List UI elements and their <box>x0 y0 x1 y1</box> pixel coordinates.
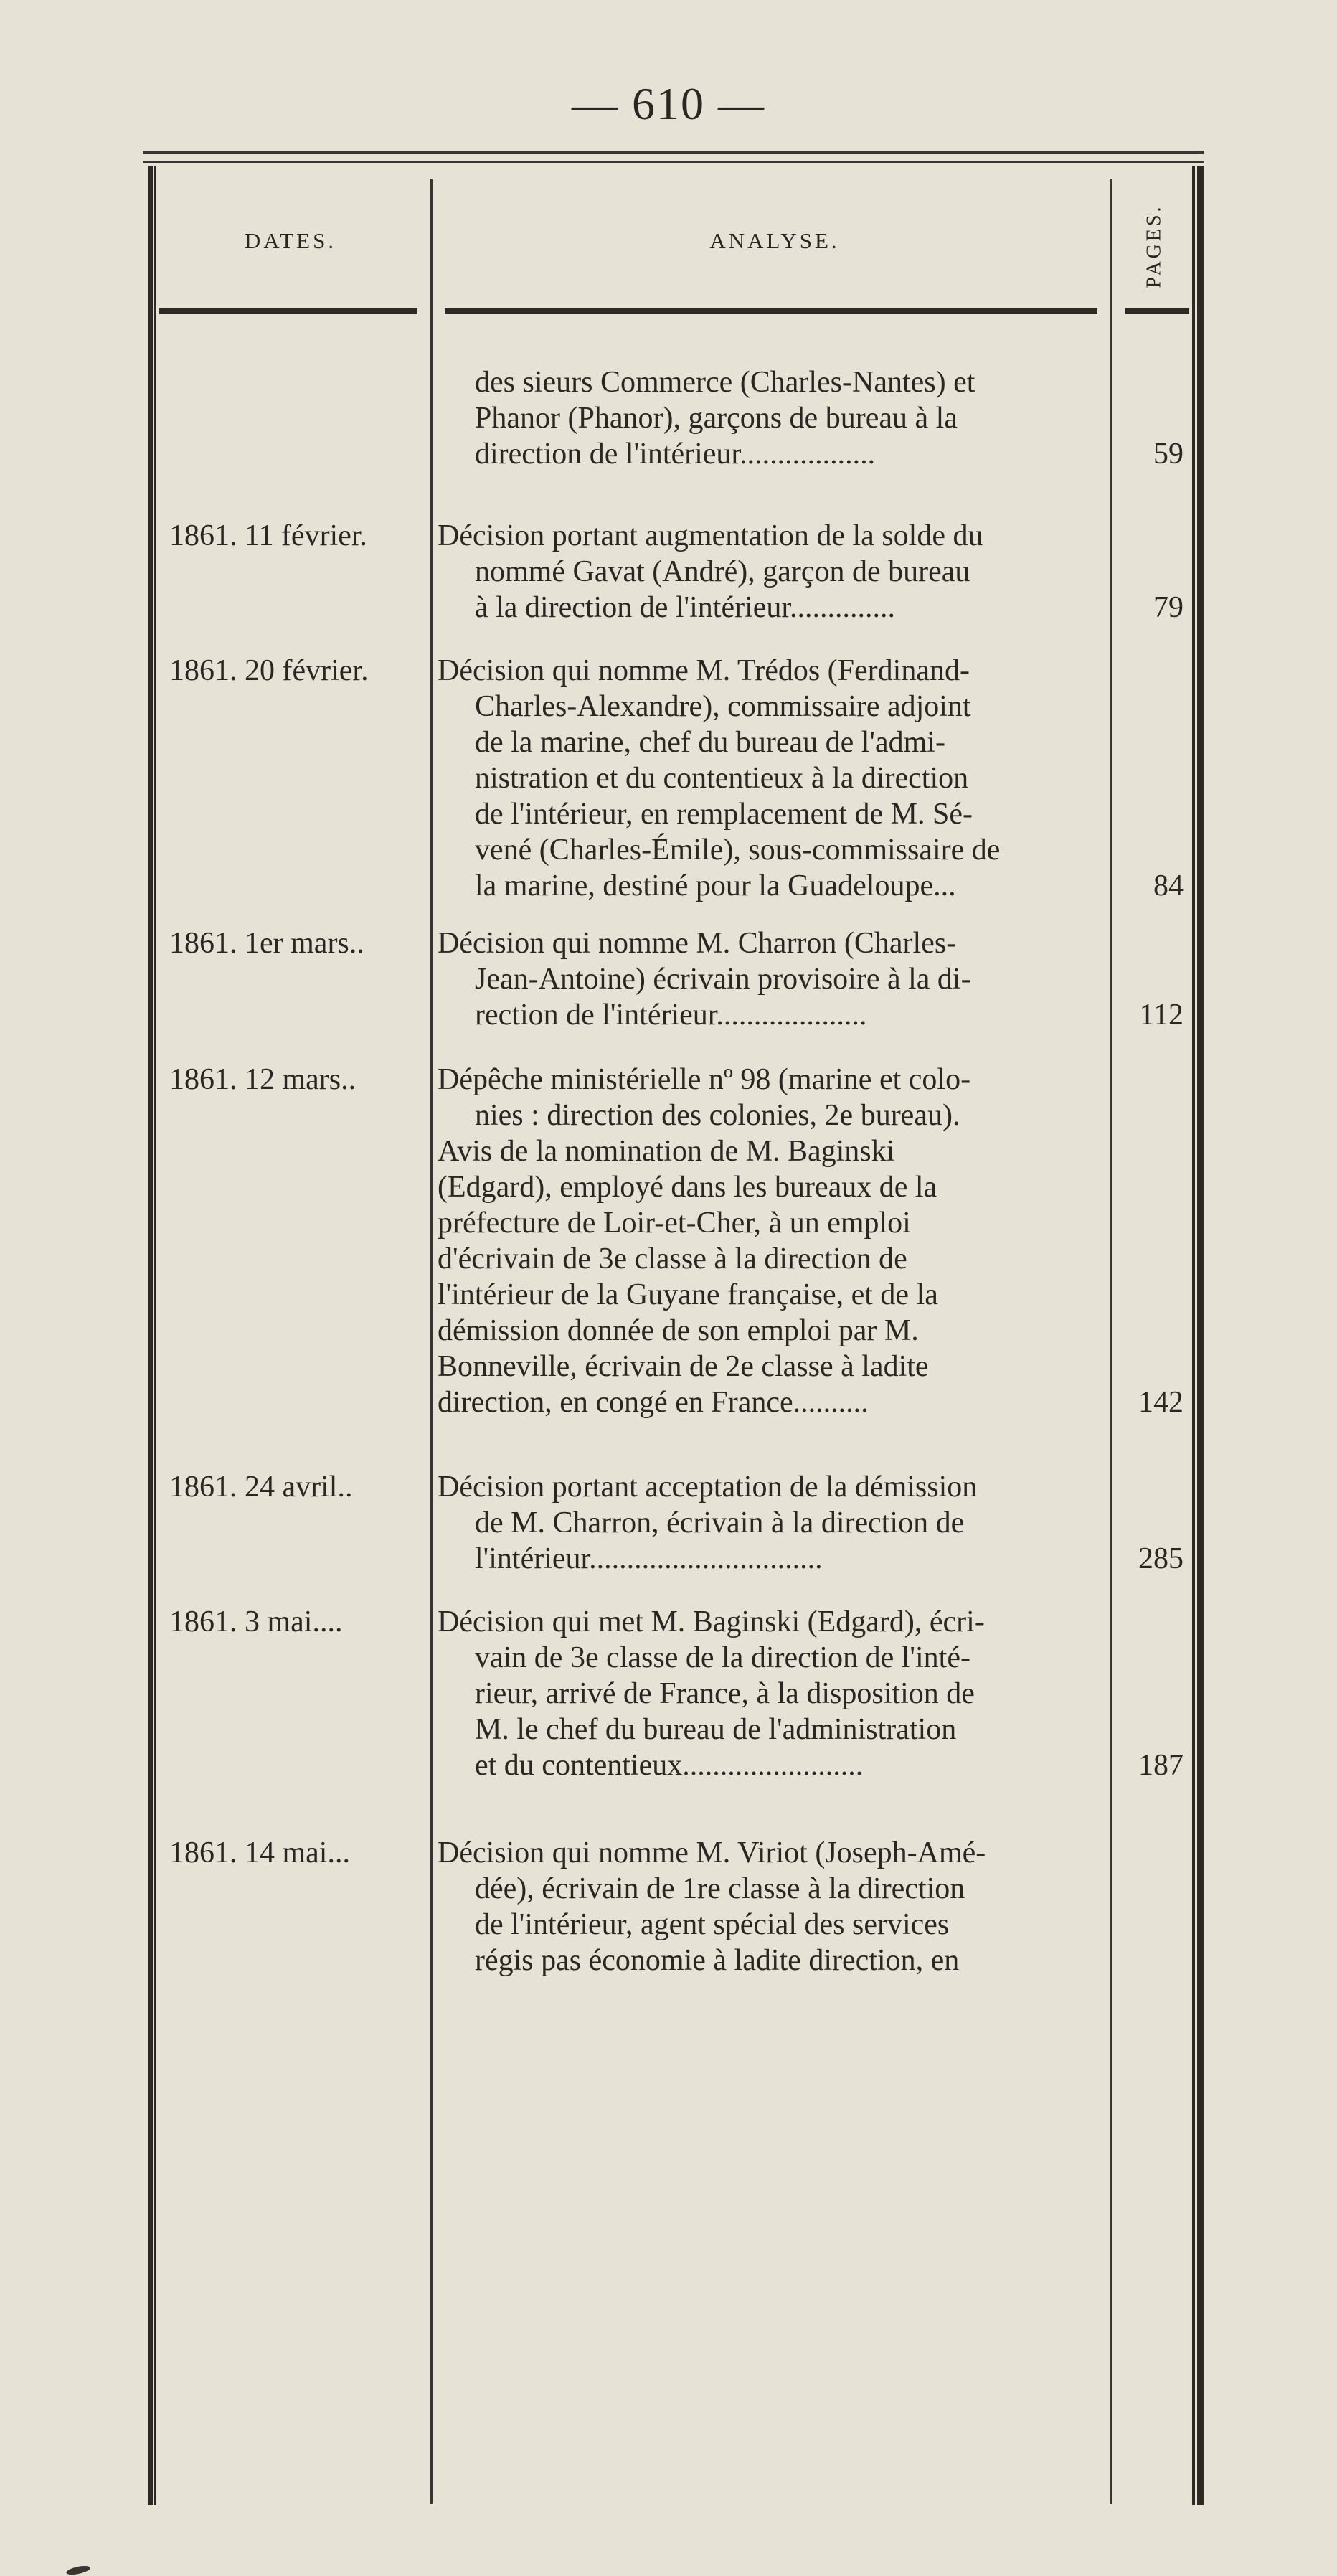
analysis-line: vain de 3e classe de la direction de l'inté- <box>475 1641 970 1674</box>
entry-analysis <box>438 364 1108 472</box>
entry-page-number: 59 <box>1153 438 1184 471</box>
entry-date: 1861. 12 mars.. <box>169 1063 356 1096</box>
analysis-line: à la direction de l'intérieur.............. <box>475 591 896 624</box>
analysis-line: nistration et du contentieux à la direction <box>475 762 969 795</box>
header-underline-dates <box>159 308 417 314</box>
entry-date: 1861. 1er mars.. <box>169 927 364 960</box>
analysis-line: direction, en congé en France.......... <box>438 1386 869 1419</box>
header-dates: DATES. <box>244 228 337 253</box>
header-underline-analyse <box>445 308 1097 314</box>
analysis-line: de l'intérieur, agent spécial des services <box>475 1908 950 1941</box>
analysis-line: Décision portant augmentation de la solde du <box>438 519 983 552</box>
analysis-line: de M. Charron, écrivain à la direction de <box>475 1506 965 1539</box>
analysis-line: préfecture de Loir-et-Cher, à un emploi <box>438 1207 911 1240</box>
column-separator-pages <box>1110 179 1112 2504</box>
analysis-line: rection de l'intérieur.................... <box>475 999 867 1032</box>
ink-smudge <box>65 2565 90 2576</box>
analysis-line: de l'intérieur, en remplacement de M. Sé- <box>475 798 973 831</box>
entry-analysis <box>438 1469 1108 1577</box>
entry-page-number: 84 <box>1153 869 1184 902</box>
analysis-line: Décision qui nomme M. Charron (Charles- <box>438 927 957 960</box>
analysis-line: M. le chef du bureau de l'administration <box>475 1713 957 1746</box>
entry-page-number: 142 <box>1138 1386 1184 1419</box>
analysis-line: nies : direction des colonies, 2e bureau). <box>475 1099 960 1132</box>
analysis-line: Dépêche ministérielle nº 98 (marine et colo- <box>438 1063 971 1096</box>
analysis-line: et du contentieux........................ <box>475 1749 864 1782</box>
top-double-rule <box>143 151 1204 166</box>
analysis-line: régis pas économie à ladite direction, en <box>475 1944 960 1977</box>
analysis-line: Bonneville, écrivain de 2e classe à ladite <box>438 1350 929 1383</box>
analysis-line: Décision qui met M. Baginski (Edgard), écri- <box>438 1605 985 1638</box>
entry-page-number: 79 <box>1153 591 1184 624</box>
analysis-line: Charles-Alexandre), commissaire adjoint <box>475 690 971 723</box>
entry-analysis <box>438 1835 1108 1978</box>
header-analyse: ANALYSE. <box>709 228 840 253</box>
entry-analysis <box>438 925 1108 1033</box>
analysis-line: Décision qui nomme M. Viriot (Joseph-Amé- <box>438 1836 986 1869</box>
table-right-border <box>1192 166 1204 2505</box>
analysis-line: nommé Gavat (André), garçon de bureau <box>475 555 970 588</box>
analysis-line: direction de l'intérieur.................. <box>475 438 876 471</box>
entry-date: 1861. 11 février. <box>169 519 368 552</box>
entry-analysis <box>438 653 1108 904</box>
entry-date: 1861. 20 février. <box>169 654 369 687</box>
entry-analysis <box>438 518 1108 626</box>
analysis-line: (Edgard), employé dans les bureaux de la <box>438 1171 937 1204</box>
entry-date: 1861. 3 mai.... <box>169 1605 343 1638</box>
entry-date: 1861. 14 mai... <box>169 1836 350 1869</box>
analysis-line: dée), écrivain de 1re classe à la direction <box>475 1872 965 1905</box>
analysis-line: d'écrivain de 3e classe à la direction de <box>438 1242 907 1275</box>
entry-page-number: 112 <box>1139 999 1184 1032</box>
entry-date: 1861. 24 avril.. <box>169 1471 353 1504</box>
analysis-line: de la marine, chef du bureau de l'admi- <box>475 726 945 759</box>
analysis-line: l'intérieur............................... <box>475 1542 823 1575</box>
entry-page-number: 187 <box>1138 1749 1184 1782</box>
analysis-line: Phanor (Phanor), garçons de bureau à la <box>475 402 958 435</box>
analysis-line: l'intérieur de la Guyane française, et de la <box>438 1278 938 1311</box>
header-underline-pages <box>1125 308 1189 314</box>
column-separator-dates <box>430 179 433 2504</box>
analysis-line: Décision portant acceptation de la démission <box>438 1471 978 1504</box>
table-left-border <box>148 166 156 2505</box>
analysis-line: Jean-Antoine) écrivain provisoire à la di- <box>475 963 971 996</box>
header-pages <box>1121 183 1189 308</box>
analysis-line: démission donnée de son emploi par M. <box>438 1314 919 1347</box>
analysis-line: Avis de la nomination de M. Baginski <box>438 1135 895 1168</box>
analysis-line: des sieurs Commerce (Charles-Nantes) et <box>475 366 975 399</box>
entry-analysis <box>438 1604 1108 1783</box>
analysis-line: Décision qui nomme M. Trédos (Ferdinand- <box>438 654 970 687</box>
entry-analysis <box>438 1062 1108 1420</box>
analysis-line: vené (Charles-Émile), sous-commissaire de <box>475 834 1001 867</box>
header-pages-label: PAGES. <box>1143 203 1166 288</box>
analysis-line: rieur, arrivé de France, à la disposition de <box>475 1677 975 1710</box>
entry-page-number: 285 <box>1138 1542 1184 1575</box>
page-number: — 610 — <box>572 78 765 129</box>
analysis-line: la marine, destiné pour la Guadeloupe... <box>475 869 956 902</box>
